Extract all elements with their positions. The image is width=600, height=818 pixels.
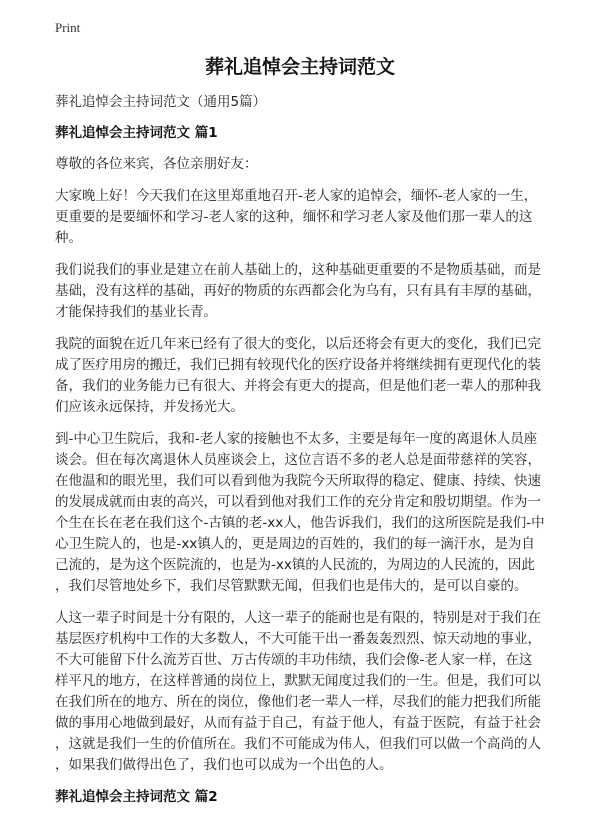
paragraph-line: 的发展成就而由衷的高兴，可以看到他对我们工作的充分肯定和殷切期望。作为一: [55, 494, 541, 510]
subtitle: 葬礼追悼会主持词范文（通用5篇）: [55, 94, 267, 110]
paragraph: [55, 260, 575, 323]
section-heading-1: 葬礼追悼会主持词范文 篇1: [55, 125, 218, 141]
page-title: 葬礼追悼会主持词范文: [204, 56, 395, 78]
paragraph-line: 更重要的是要缅怀和学习-老人家的这种，缅怀和学习老人家及他们那一辈人的这: [55, 209, 533, 225]
paragraph-line: ，我们尽管地处乡下，我们尽管默默无闻，但我们也是伟大的，是可以自豪的。: [55, 578, 528, 594]
paragraphs: [55, 186, 575, 776]
paragraph-line: 到-中心卫生院后，我和-老人家的接触也不太多，主要是每年一度的离退休人员座: [55, 431, 538, 447]
paragraph-line: 在他温和的眼光里，我们可以看到他为我院今天所取得的稳定、健康、持续、快速: [55, 473, 541, 489]
paragraph-line: 基层医疗机构中工作的大多数人，不大可能干出一番轰轰烈烈、惊天动地的事业，: [55, 631, 541, 647]
paragraph-line: 不大可能留下什么流芳百世、万古传颂的丰功伟绩，我们会像-老人家一样，在这: [55, 652, 533, 668]
paragraph-line: ，这就是我们一生的价值所在。我们不可能成为伟人，但我们可以做一个高尚的人: [55, 736, 541, 752]
print-link[interactable]: Print: [55, 20, 81, 35]
paragraph: [55, 186, 575, 249]
paragraph-line: 心卫生院人的，也是-xx镇人的，更是周边的百姓的，我们的每一滴汗水，是为自: [55, 536, 535, 552]
paragraph-line: ，如果我们做得出色了，我们也可以成为一个出色的人。: [55, 757, 393, 773]
greeting: 尊敬的各位来宾，各位亲朋好友：: [55, 156, 258, 172]
paragraph-line: 己流的，是为这个医院流的，也是为-xx镇的人民流的，为周边的人民流的，因此: [55, 557, 535, 573]
paragraph-line: 们应该永远保持，并发扬光大。: [55, 399, 244, 415]
paragraph-line: 样平凡的地方，在这样普通的岗位上，默默无闻度过我们的一生。但是，我们可以: [55, 673, 541, 689]
paragraph-line: 做的事用心地做到最好，从而有益于自己，有益于他人，有益于医院，有益于社会: [55, 715, 541, 731]
paragraph-line: 种。: [55, 230, 82, 246]
paragraph-line: 人这一辈子时间是十分有限的，人这一辈子的能耐也是有限的，特别是对于我们在: [55, 610, 541, 626]
paragraph: [55, 429, 575, 597]
paragraph-line: 备，我们的业务能力已有很大、并将会有更大的提高，但是他们老一辈人的那种我: [55, 378, 541, 394]
paragraph: [55, 334, 575, 418]
paragraph-line: 个生在长在老在我们这个-古镇的老-xx人，他告诉我们，我们的这所医院是我们-中: [55, 515, 545, 531]
paragraph-line: 我们说我们的事业是建立在前人基础上的，这种基础更重要的不是物质基础，而是: [55, 262, 541, 278]
section-heading-2: 葬礼追悼会主持词范文 篇2: [55, 789, 218, 805]
paragraph-line: 大家晚上好！今天我们在这里郑重地召开-老人家的追悼会，缅怀-老人家的一生，: [55, 188, 538, 204]
document-body: [55, 92, 575, 818]
paragraph-line: 我院的面貌在近几年来已经有了很大的变化，以后还将会有更大的变化，我们已完: [55, 336, 541, 352]
paragraph: [55, 608, 575, 776]
paragraph-line: 在我们所在的地方、所在的岗位，像他们老一辈人一样，尽我们的能力把我们所能: [55, 694, 541, 710]
paragraph-line: 谈会。但在每次离退休人员座谈会上，这位言语不多的老人总是面带慈祥的笑容，: [55, 452, 541, 468]
paragraph-line: 才能保持我们的基业长青。: [55, 304, 217, 320]
paragraph-line: 基础，没有这样的基础，再好的物质的东西都会化为乌有，只有具有丰厚的基础，: [55, 283, 541, 299]
paragraph-line: 成了医疗用房的搬迁，我们已拥有较现代化的医疗设备并将继续拥有更现代化的装: [55, 357, 541, 373]
